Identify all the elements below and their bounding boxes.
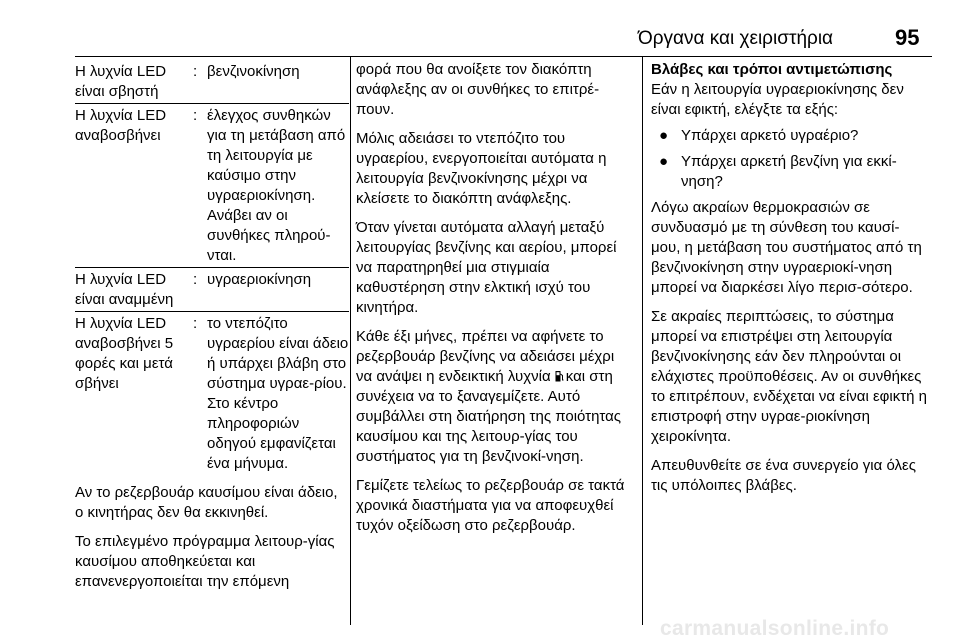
row-label: Η λυχνία LED είναι σβηστή [75, 63, 167, 100]
row-colon: : [193, 63, 198, 80]
table-row [75, 60, 349, 104]
row-label: Η λυχνία LED είναι αναμμένη [75, 271, 174, 308]
row-label: Η λυχνία LED αναβοσβήνει [75, 107, 167, 144]
paragraph: Όταν γίνεται αυτόματα αλλαγή μεταξύ λειτουργίας βενζίνης και αερίου, μπορεί να παρατηρηθεί μια στιγμιαία καθυστέρηση στην ελκτική ισχύ του κινητήρα. [356, 219, 617, 316]
paragraph: Λόγω ακραίων θερμοκρασιών σε συνδυασμό με τη σύνθεση του καυσί-μου, η μετάβαση του συστήματος από τη βενζινοκίνηση στην υγραεριοκί-νηση μπορεί να διαρκέσει λίγο περισ-σότερο. [651, 199, 922, 296]
table-row [75, 268, 349, 312]
row-colon: : [193, 315, 198, 332]
section-heading: Βλάβες και τρόποι αντιμετώπισης [651, 61, 893, 78]
paragraph: φορά που θα ανοίξετε τον διακόπτη ανάφλεξης αν οι συνθήκες το επιτρέ-πουν. [356, 61, 600, 118]
column-1 [75, 60, 349, 601]
paragraph: Σε ακραίες περιπτώσεις, το σύστημα μπορεί να επιστρέψει στη λειτουργία βενζινοκίνησης εάν δεν πληρούνται οι ελάχιστες προϋποθέσεις. Αν οι συνθήκες το επιτρέπουν, ενδέχεται να είναι εφικτή η επιστροφή στην υγραε-ριοκίνηση χειροκίνητα. [651, 308, 927, 445]
list-item [651, 126, 927, 146]
paragraph: Γεμίζετε τελείως το ρεζερβουάρ σε τακτά χρονικά διαστήματα για να αποφευχθεί τυχόν οξείδωση στο ρεζερβουάρ. [356, 477, 625, 534]
paragraph: Αν το ρεζερβουάρ καυσίμου είναι άδειο, ο κινητήρας δεν θα εκκινηθεί. [75, 484, 338, 521]
column-divider-2 [642, 56, 643, 625]
paragraph: Εάν η λειτουργία υγραεριοκίνησης δεν είναι εφικτή, ελέγξτε τα εξής: [651, 81, 904, 118]
row-value: έλεγχος συνθηκών για τη μετάβαση από τη λειτουργία με καύσιμο στην υγραεριοκίνηση. Ανάβει αν οι συνθήκες πληρού-νται. [207, 107, 346, 264]
bullet-dot-icon: ● [659, 127, 669, 144]
column-divider-1 [350, 56, 351, 625]
row-label: Η λυχνία LED αναβοσβήνει 5 φορές και μετά σβήνει [75, 315, 174, 392]
list-item-text: Υπάρχει αρκετή βενζίνη για εκκί-νηση? [681, 153, 897, 190]
paragraph: Μόλις αδειάσει το ντεπόζιτο του υγραερίου, ενεργοποιείται αυτόματα η λειτουργία βενζινοκίνησης μέχρι να κλείσετε το διακόπτη ανάφλεξης. [356, 130, 607, 207]
table-row [75, 104, 349, 268]
table-row [75, 312, 349, 475]
paragraph: Το επιλεγμένο πρόγραμμα λειτουρ-γίας καυσίμου αποθηκεύεται και επανενεργοποιείται την επόμενη [75, 533, 335, 590]
watermark: carmanualsonline.info [660, 617, 890, 640]
page-number: 95 [895, 25, 920, 50]
list-item-text: Υπάρχει αρκετό υγραέριο? [681, 127, 859, 144]
paragraph-text: και στη συνέχεια να το ξαναγεμίζετε. Αυτό συμβάλλει στη διατήρηση της ποιότητας καυσίμου και της λειτουρ-γίας του συστήματος για τη βενζινοκί-νηση. [356, 368, 622, 465]
row-value: υγραεριοκίνηση [207, 271, 312, 288]
paragraph: Απευθυνθείτε σε ένα συνεργείο για όλες τις υπόλοιπες βλάβες. [651, 457, 916, 494]
column-3 [651, 60, 927, 505]
paragraph-with-icon [356, 327, 634, 467]
row-value: το ντεπόζιτο υγραερίου είναι άδειο ή υπάρχει βλάβη στο σύστημα υγραε-ρίου. Στο κέντρο πληροφοριών οδηγού εμφανίζεται ένα μήνυμα. [207, 315, 349, 472]
column-2 [356, 60, 634, 545]
page-header-title: Όργανα και χειριστήρια [638, 28, 834, 49]
bullet-dot-icon: ● [659, 153, 669, 170]
row-colon: : [193, 271, 198, 288]
fuel-pump-icon [555, 370, 564, 382]
paragraph-text: Κάθε έξι μήνες, πρέπει να αφήνετε το ρεζερβουάρ βενζίνης να αδειάσει μέχρι να ανάψει η ενδεικτική λυχνία [356, 328, 615, 385]
list-item [651, 152, 927, 192]
bullet-list [651, 126, 927, 192]
row-colon: : [193, 107, 198, 124]
header-rule [75, 56, 932, 57]
row-value: βενζινοκίνηση [207, 63, 300, 80]
